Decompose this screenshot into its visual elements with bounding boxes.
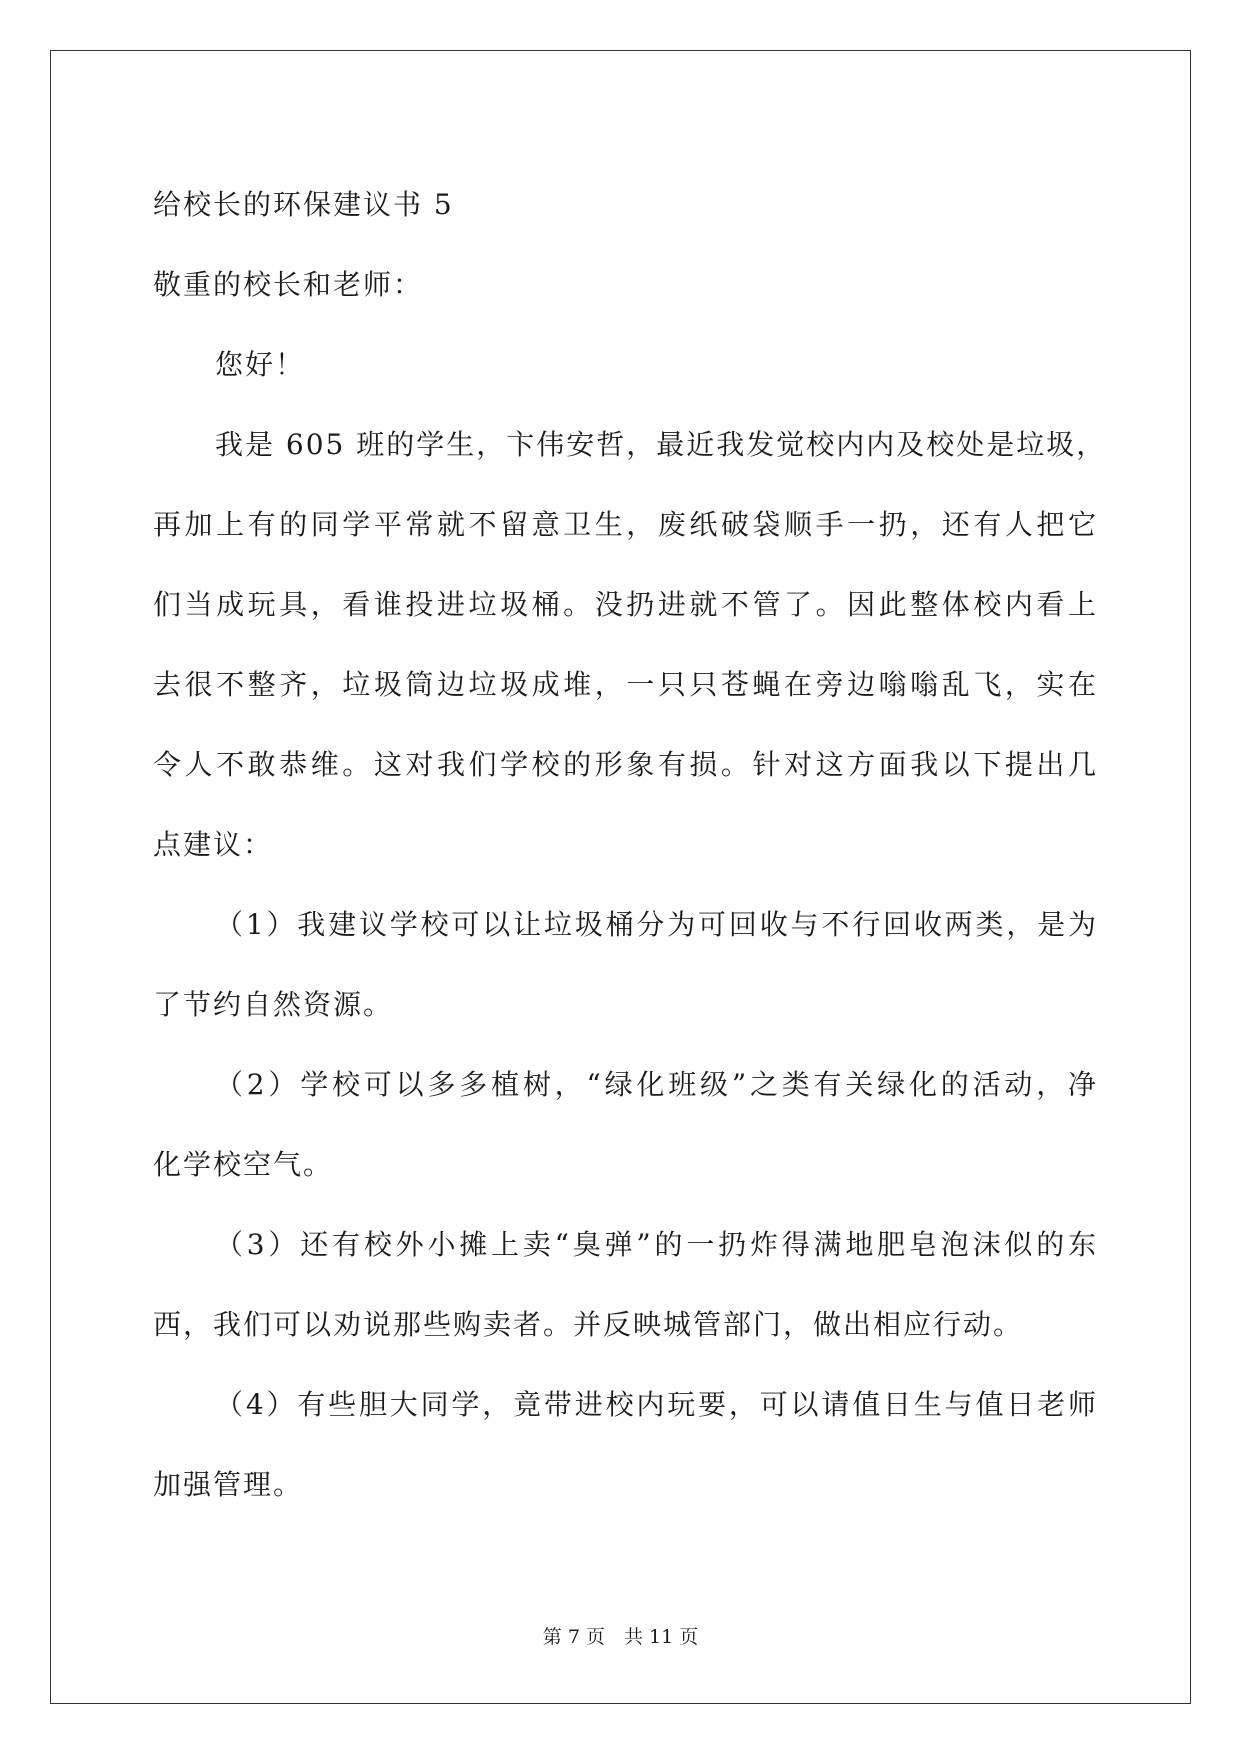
paragraph-intro [153,405,1107,885]
document-title: 给校长的环保建议书 5 [153,188,454,221]
text-line: 再加上有的同学平常就不留意卫生，废纸破袋顺手一扔，还有人把它 [153,508,1098,541]
text-line: 西，我们可以劝说那些购卖者。并反映城管部门，做出相应行动。 [153,1308,1024,1341]
text-line: 们当成玩具，看谁投进垃圾桶。没扔进就不管了。因此整体校内看上 [153,588,1098,621]
text-line: 点建议： [153,828,274,861]
suggestion-1 [153,885,1098,1045]
text-line: 了节约自然资源。 [153,988,394,1021]
text-line: （3）还有校外小摊上卖“臭弹”的一扔炸得满地肥皂泡沫似的东 [215,1228,1098,1261]
document-body [153,165,1107,1525]
text-line: 加强管理。 [153,1468,304,1501]
suggestion-2 [153,1045,1098,1205]
suggestion-3 [153,1205,1098,1365]
text-line: （4）有些胆大同学，竟带进校内玩要，可以请值日生与值日老师 [215,1388,1098,1421]
text-line: 化学校空气。 [153,1148,334,1181]
page-number: 第 7 页 共 11 页 [542,1626,699,1648]
text-line: 去很不整齐，垃圾筒边垃圾成堆，一只只苍蝇在旁边嗡嗡乱飞，实在 [153,668,1098,701]
text-line: 令人不敢恭维。这对我们学校的形象有损。针对这方面我以下提出几 [153,748,1098,781]
text-line: （1）我建议学校可以让垃圾桶分为可回收与不行回收两类，是为 [215,908,1098,941]
suggestion-4 [153,1365,1098,1525]
text-line: 我是 605 班的学生，卞伟安哲，最近我发觉校内内及校处是垃圾， [215,428,1107,461]
text-line: （2）学校可以多多植树，“绿化班级”之类有关绿化的活动，净 [215,1068,1098,1101]
salutation: 敬重的校长和老师： [153,268,424,301]
greeting: 您好！ [215,348,306,381]
